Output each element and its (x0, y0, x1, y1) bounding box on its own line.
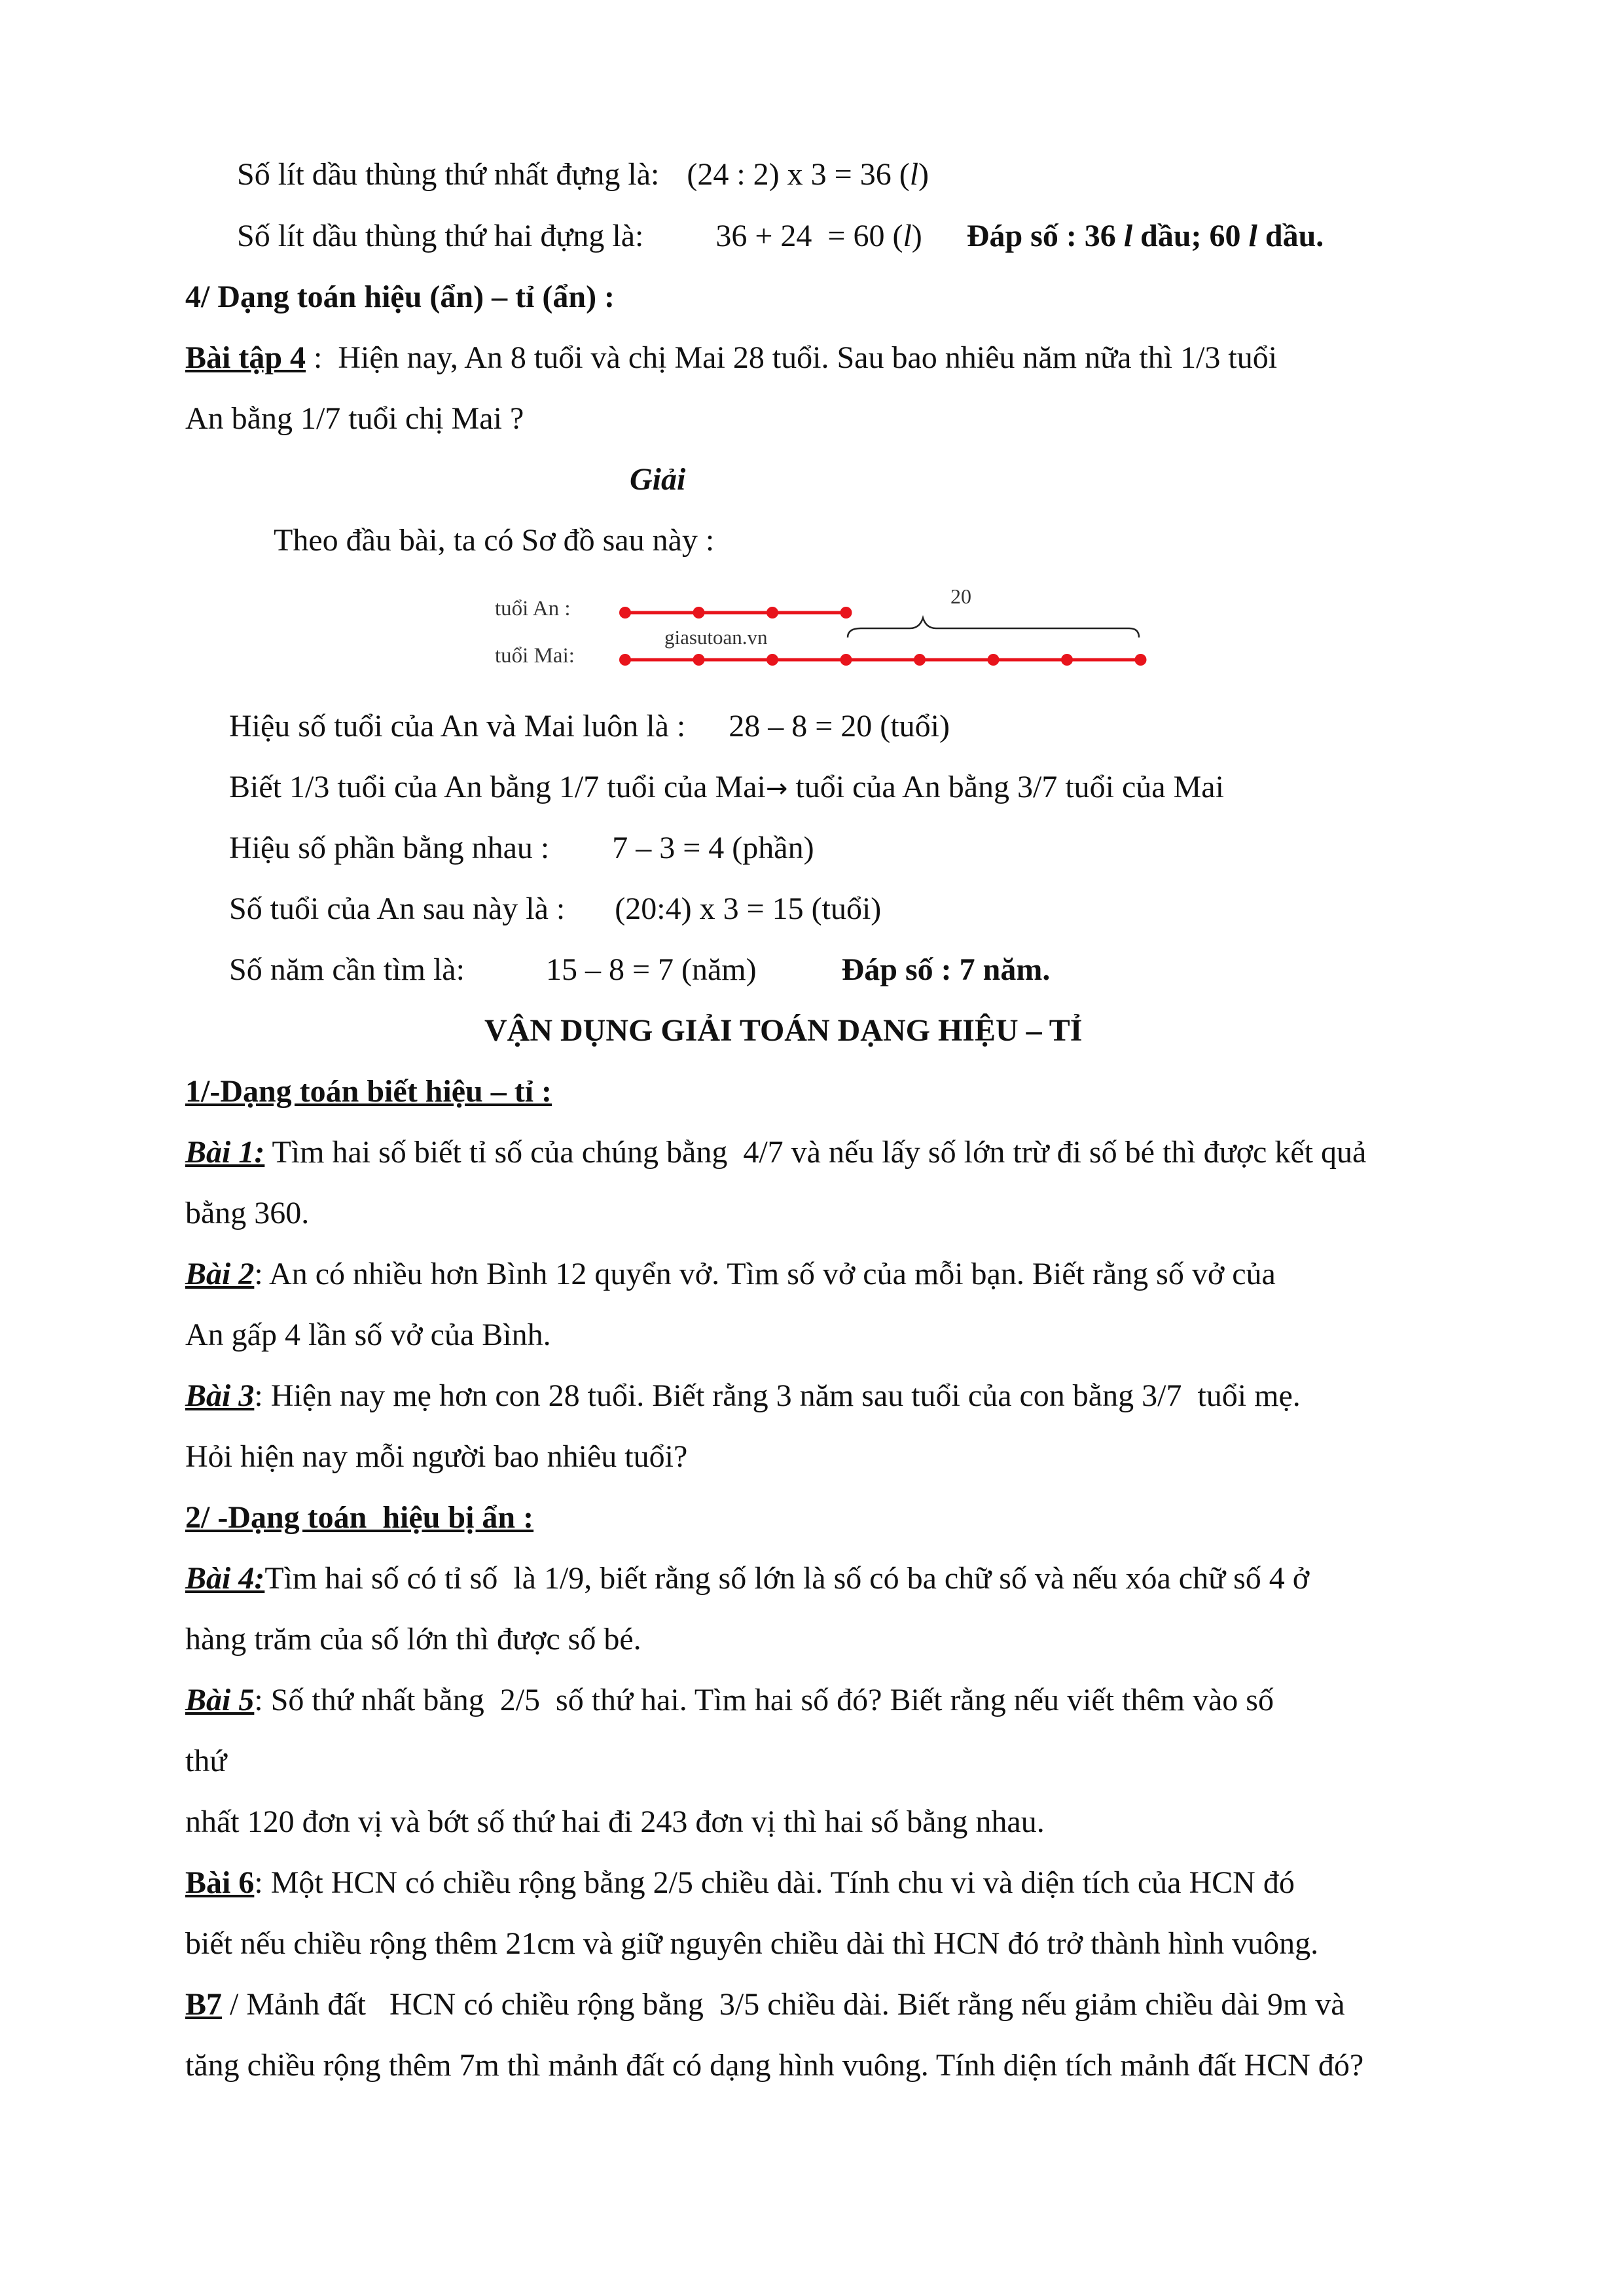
step5-calc: 15 – 8 = 7 (năm) (545, 952, 757, 987)
liters-first-close: ) (918, 157, 929, 192)
bai1-line1 (185, 1133, 1366, 1172)
an-age-segment-dot (619, 607, 631, 619)
step5-answer: Đáp số : 7 năm. (841, 952, 1051, 987)
step-parts (229, 829, 814, 868)
difference-label: 20 (950, 584, 971, 608)
step-difference (229, 707, 950, 746)
b7-line1 (185, 1985, 1345, 2024)
liters-second-expr: 36 + 24 = 60 ( (715, 219, 903, 253)
liters-first-expr: (24 : 2) x 3 = 36 ( (687, 157, 910, 192)
mai-age-segment-dot (1061, 654, 1073, 666)
b7-line2: tăng chiều rộng thêm 7m thì mảnh đất có dạng hình vuông. Tính diện tích mảnh đất HCN đó? (185, 2048, 1364, 2083)
bai4-line1 (185, 1559, 1309, 1598)
liters-answer: Đáp số : 36 l dầu; 60 l dầu. (966, 219, 1324, 253)
diagram-intro: Theo đầu bài, ta có Sơ đồ sau này : (274, 523, 715, 558)
step-ratio (229, 768, 1224, 808)
bai4-label: Bài 4: (185, 1561, 265, 1596)
step3-text: Hiệu số phần bằng nhau : (229, 831, 550, 865)
bai6-text: : Một HCN có chiều rộng bằng 2/5 chiều dài. Tính chu vi và diện tích của HCN đó (254, 1865, 1295, 1900)
exercise4-text: : Hiện nay, An 8 tuổi và chị Mai 28 tuổi. Sau bao nhiêu năm nữa thì 1/3 tuổi (306, 340, 1278, 375)
apply-title: VẬN DỤNG GIẢI TOÁN DẠNG HIỆU – TỈ (484, 1013, 1083, 1048)
label-an-age: tuổi An : (495, 597, 571, 620)
bai3-text: : Hiện nay mẹ hơn con 28 tuổi. Biết rằng 3 năm sau tuổi của con bằng 3/7 tuổi mẹ. (254, 1378, 1301, 1413)
bai3-line1 (185, 1376, 1301, 1416)
watermark-text: giasutoan.vn (664, 626, 768, 649)
mai-age-segment-dot (619, 654, 631, 666)
step5-text: Số năm cần tìm là: (229, 952, 465, 987)
b7-label: B7 (185, 1987, 223, 2022)
b7-text: / Mảnh đất HCN có chiều rộng bằng 3/5 chiều dài. Biết rằng nếu giảm chiều dài 9m và (222, 1987, 1345, 2022)
line-liters-second (237, 217, 1324, 256)
mai-age-segment-dot (767, 654, 778, 666)
bai6-line1 (185, 1863, 1295, 1903)
bai2-label: Bài 2 (185, 1257, 255, 1291)
mai-age-segment-dot (1135, 654, 1147, 666)
bai5-line3: nhất 120 đơn vị và bớt số thứ hai đi 243 đơn vị thì hai số bằng nhau. (185, 1804, 1045, 1839)
liters-second-label: Số lít dầu thùng thứ hai đựng là: (237, 219, 644, 253)
bai4-line2: hàng trăm của số lớn thì được số bé. (185, 1622, 641, 1657)
solution-title: Giải (630, 462, 686, 497)
liters-second-close: ) (911, 219, 922, 253)
label-mai-age: tuổi Mai: (495, 644, 575, 668)
mai-age-segment-dot (693, 654, 705, 666)
an-age-segment-dot (693, 607, 705, 619)
line-liters-first (237, 155, 929, 194)
an-age-line (619, 607, 852, 619)
bai3-line2: Hỏi hiện nay mỗi người bao nhiêu tuổi? (185, 1439, 688, 1474)
exercise4-label: Bài tập 4 (185, 340, 306, 375)
bai1-text: Tìm hai số biết tỉ số của chúng bằng 4/7 và nếu lấy số lớn trừ đi số bé thì được kết quả (264, 1135, 1367, 1170)
liters-first-unit: l (909, 157, 919, 192)
liters-second-unit: l (903, 219, 912, 253)
bai1-line2: bằng 360. (185, 1196, 310, 1230)
group1-heading: 1/-Dạng toán biết hiệu – tỉ : (185, 1074, 552, 1109)
liters-first-label: Số lít dầu thùng thứ nhất đựng là: (237, 157, 660, 192)
section4-heading: 4/ Dạng toán hiệu (ẩn) – tỉ (ẩn) : (185, 279, 615, 314)
step2-calc: tuổi của An bằng 3/7 tuổi của Mai (787, 770, 1224, 804)
difference-brace (848, 618, 1139, 637)
mai-age-segment-dot (914, 654, 926, 666)
mai-age-segment-dot (988, 654, 1000, 666)
bai5-text: : Số thứ nhất bằng 2/5 số thứ hai. Tìm hai số đó? Biết rằng nếu viết thêm vào số (254, 1683, 1274, 1717)
step4-text: Số tuổi của An sau này là : (229, 891, 566, 926)
step1-text: Hiệu số tuổi của An và Mai luôn là : (229, 709, 686, 744)
mai-age-line (619, 654, 1147, 666)
bai2-line2: An gấp 4 lần số vở của Bình. (185, 1318, 551, 1352)
segment-diagram (484, 571, 1152, 675)
group2-heading: 2/ -Dạng toán hiệu bị ẩn : (185, 1500, 534, 1535)
an-age-segment-dot (840, 607, 852, 619)
step4-calc: (20:4) x 3 = 15 (tuổi) (615, 891, 882, 926)
bai4-text: Tìm hai số có tỉ số là 1/9, biết rằng số lớn là số có ba chữ số và nếu xóa chữ số 4 ở (264, 1561, 1310, 1596)
step-an-age (229, 889, 881, 929)
bai6-label: Bài 6 (185, 1865, 255, 1900)
exercise4-line1 (185, 338, 1277, 378)
an-age-segment-dot (767, 607, 778, 619)
bai5-line1 (185, 1681, 1274, 1720)
right-arrow-icon: → (765, 774, 788, 804)
bai5-label: Bài 5 (185, 1683, 255, 1717)
step1-calc: 28 – 8 = 20 (tuổi) (729, 709, 950, 744)
bai3-label: Bài 3 (185, 1378, 255, 1413)
step3-calc: 7 – 3 = 4 (phần) (612, 831, 814, 865)
step2-text: Biết 1/3 tuổi của An bằng 1/7 tuổi của Mai (229, 770, 766, 804)
exercise4-line2: An bằng 1/7 tuổi chị Mai ? (185, 401, 524, 436)
bai6-line2: biết nếu chiều rộng thêm 21cm và giữ nguyên chiều dài thì HCN đó trở thành hình vuông. (185, 1926, 1319, 1961)
mai-age-segment-dot (840, 654, 852, 666)
bai5-line2: thứ (185, 1744, 227, 1778)
bai1-label: Bài 1: (185, 1135, 265, 1170)
bai2-text: : An có nhiều hơn Bình 12 quyển vở. Tìm số vở của mỗi bạn. Biết rằng số vở của (254, 1257, 1276, 1291)
bai2-line1 (185, 1255, 1276, 1294)
step-years (229, 950, 1050, 990)
